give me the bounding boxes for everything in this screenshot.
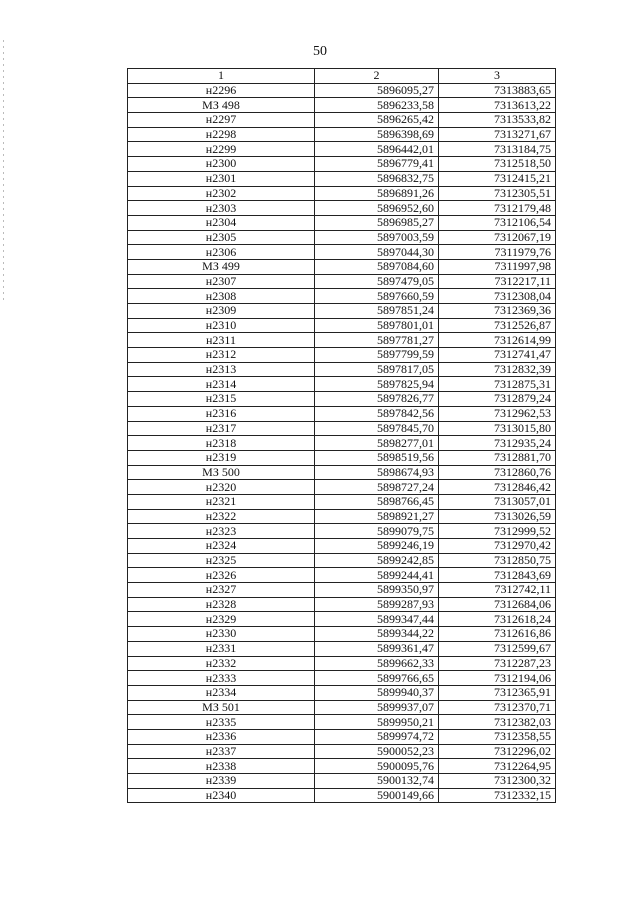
y-coordinate-cell: 7313057,01 bbox=[439, 494, 556, 509]
y-coordinate-cell: 7311997,98 bbox=[439, 259, 556, 274]
y-coordinate-cell: 7312935,24 bbox=[439, 436, 556, 451]
x-coordinate-cell: 5896095,27 bbox=[315, 83, 439, 98]
column-header-x: 2 bbox=[315, 69, 439, 84]
x-coordinate-cell: 5899940,37 bbox=[315, 685, 439, 700]
x-coordinate-cell: 5897825,94 bbox=[315, 377, 439, 392]
y-coordinate-cell: 7312296,02 bbox=[439, 744, 556, 759]
x-coordinate-cell: 5898727,24 bbox=[315, 480, 439, 495]
point-name-cell: н2297 bbox=[128, 113, 315, 128]
table-row bbox=[128, 715, 556, 730]
point-name-cell: н2310 bbox=[128, 318, 315, 333]
table-row bbox=[128, 656, 556, 671]
point-name-cell: н2307 bbox=[128, 274, 315, 289]
point-name-cell: н2337 bbox=[128, 744, 315, 759]
point-name-cell: н2320 bbox=[128, 480, 315, 495]
x-coordinate-cell: 5896233,58 bbox=[315, 98, 439, 113]
point-name-cell: н2312 bbox=[128, 348, 315, 363]
point-name-cell: н2316 bbox=[128, 406, 315, 421]
x-coordinate-cell: 5897781,27 bbox=[315, 333, 439, 348]
point-name-cell: н2303 bbox=[128, 201, 315, 216]
point-name-cell: н2327 bbox=[128, 583, 315, 598]
y-coordinate-cell: 7312382,03 bbox=[439, 715, 556, 730]
x-coordinate-cell: 5897660,59 bbox=[315, 289, 439, 304]
table-row bbox=[128, 509, 556, 524]
table-row bbox=[128, 304, 556, 319]
table-row bbox=[128, 362, 556, 377]
y-coordinate-cell: 7312369,36 bbox=[439, 304, 556, 319]
y-coordinate-cell: 7312287,23 bbox=[439, 656, 556, 671]
table-row bbox=[128, 671, 556, 686]
x-coordinate-cell: 5899350,97 bbox=[315, 583, 439, 598]
table-row bbox=[128, 465, 556, 480]
y-coordinate-cell: 7312742,11 bbox=[439, 583, 556, 598]
y-coordinate-cell: 7313533,82 bbox=[439, 113, 556, 128]
y-coordinate-cell: 7312614,99 bbox=[439, 333, 556, 348]
y-coordinate-cell: 7312332,15 bbox=[439, 788, 556, 803]
table-row bbox=[128, 774, 556, 789]
table-row bbox=[128, 597, 556, 612]
table-row bbox=[128, 289, 556, 304]
x-coordinate-cell: 5899950,21 bbox=[315, 715, 439, 730]
table-row bbox=[128, 274, 556, 289]
y-coordinate-cell: 7312264,95 bbox=[439, 759, 556, 774]
x-coordinate-cell: 5899079,75 bbox=[315, 524, 439, 539]
y-coordinate-cell: 7312875,31 bbox=[439, 377, 556, 392]
point-name-cell: н2336 bbox=[128, 729, 315, 744]
x-coordinate-cell: 5899937,07 bbox=[315, 700, 439, 715]
point-name-cell: н2334 bbox=[128, 685, 315, 700]
point-name-cell: н2328 bbox=[128, 597, 315, 612]
x-coordinate-cell: 5897851,24 bbox=[315, 304, 439, 319]
table-row bbox=[128, 230, 556, 245]
y-coordinate-cell: 7312179,48 bbox=[439, 201, 556, 216]
point-name-cell: н2296 bbox=[128, 83, 315, 98]
table-row bbox=[128, 480, 556, 495]
point-name-cell: н2314 bbox=[128, 377, 315, 392]
table-row bbox=[128, 421, 556, 436]
point-name-cell: н2318 bbox=[128, 436, 315, 451]
y-coordinate-cell: 7313613,22 bbox=[439, 98, 556, 113]
table-row bbox=[128, 186, 556, 201]
y-coordinate-cell: 7312832,39 bbox=[439, 362, 556, 377]
table-row bbox=[128, 98, 556, 113]
x-coordinate-cell: 5898519,56 bbox=[315, 450, 439, 465]
x-coordinate-cell: 5900149,66 bbox=[315, 788, 439, 803]
x-coordinate-cell: 5897044,30 bbox=[315, 245, 439, 260]
point-name-cell: н2319 bbox=[128, 450, 315, 465]
x-coordinate-cell: 5896952,60 bbox=[315, 201, 439, 216]
table-row bbox=[128, 729, 556, 744]
point-name-cell: н2309 bbox=[128, 304, 315, 319]
x-coordinate-cell: 5899347,44 bbox=[315, 612, 439, 627]
column-header-point: 1 bbox=[128, 69, 315, 84]
x-coordinate-cell: 5898277,01 bbox=[315, 436, 439, 451]
y-coordinate-cell: 7312365,91 bbox=[439, 685, 556, 700]
point-name-cell: н2332 bbox=[128, 656, 315, 671]
y-coordinate-cell: 7313026,59 bbox=[439, 509, 556, 524]
table-row bbox=[128, 392, 556, 407]
x-coordinate-cell: 5896398,69 bbox=[315, 127, 439, 142]
y-coordinate-cell: 7313271,67 bbox=[439, 127, 556, 142]
table-row bbox=[128, 612, 556, 627]
x-coordinate-cell: 5900132,74 bbox=[315, 774, 439, 789]
point-name-cell: н2304 bbox=[128, 215, 315, 230]
y-coordinate-cell: 7312370,71 bbox=[439, 700, 556, 715]
table-row bbox=[128, 127, 556, 142]
table-row bbox=[128, 627, 556, 642]
x-coordinate-cell: 5900095,76 bbox=[315, 759, 439, 774]
table-row bbox=[128, 215, 556, 230]
y-coordinate-cell: 7312217,11 bbox=[439, 274, 556, 289]
table-row bbox=[128, 641, 556, 656]
point-name-cell: н2317 bbox=[128, 421, 315, 436]
x-coordinate-cell: 5896442,01 bbox=[315, 142, 439, 157]
y-coordinate-cell: 7312194,06 bbox=[439, 671, 556, 686]
table-row bbox=[128, 348, 556, 363]
x-coordinate-cell: 5899244,41 bbox=[315, 568, 439, 583]
x-coordinate-cell: 5897801,01 bbox=[315, 318, 439, 333]
point-name-cell: н2311 bbox=[128, 333, 315, 348]
coordinates-table bbox=[127, 68, 556, 803]
x-coordinate-cell: 5897799,59 bbox=[315, 348, 439, 363]
table-row bbox=[128, 83, 556, 98]
table-row bbox=[128, 494, 556, 509]
y-coordinate-cell: 7312305,51 bbox=[439, 186, 556, 201]
table-row bbox=[128, 700, 556, 715]
x-coordinate-cell: 5897817,05 bbox=[315, 362, 439, 377]
y-coordinate-cell: 7312684,06 bbox=[439, 597, 556, 612]
table-row bbox=[128, 113, 556, 128]
y-coordinate-cell: 7312616,86 bbox=[439, 627, 556, 642]
y-coordinate-cell: 7312850,75 bbox=[439, 553, 556, 568]
y-coordinate-cell: 7312741,47 bbox=[439, 348, 556, 363]
point-name-cell: н2305 bbox=[128, 230, 315, 245]
x-coordinate-cell: 5899287,93 bbox=[315, 597, 439, 612]
point-name-cell: н2338 bbox=[128, 759, 315, 774]
y-coordinate-cell: 7312879,24 bbox=[439, 392, 556, 407]
table-row bbox=[128, 259, 556, 274]
x-coordinate-cell: 5896265,42 bbox=[315, 113, 439, 128]
x-coordinate-cell: 5896832,75 bbox=[315, 171, 439, 186]
point-name-cell: н2339 bbox=[128, 774, 315, 789]
table-row bbox=[128, 171, 556, 186]
y-coordinate-cell: 7312308,04 bbox=[439, 289, 556, 304]
table-row bbox=[128, 142, 556, 157]
x-coordinate-cell: 5900052,23 bbox=[315, 744, 439, 759]
point-name-cell: МЗ 500 bbox=[128, 465, 315, 480]
x-coordinate-cell: 5896779,41 bbox=[315, 157, 439, 172]
x-coordinate-cell: 5897845,70 bbox=[315, 421, 439, 436]
point-name-cell: н2331 bbox=[128, 641, 315, 656]
table-row bbox=[128, 685, 556, 700]
y-coordinate-cell: 7312526,87 bbox=[439, 318, 556, 333]
table-row bbox=[128, 583, 556, 598]
table-row bbox=[128, 788, 556, 803]
y-coordinate-cell: 7311979,76 bbox=[439, 245, 556, 260]
point-name-cell: н2329 bbox=[128, 612, 315, 627]
y-coordinate-cell: 7312106,54 bbox=[439, 215, 556, 230]
point-name-cell: н2302 bbox=[128, 186, 315, 201]
point-name-cell: н2315 bbox=[128, 392, 315, 407]
y-coordinate-cell: 7313015,80 bbox=[439, 421, 556, 436]
x-coordinate-cell: 5899246,19 bbox=[315, 539, 439, 554]
x-coordinate-cell: 5898921,27 bbox=[315, 509, 439, 524]
table-row bbox=[128, 406, 556, 421]
x-coordinate-cell: 5899766,65 bbox=[315, 671, 439, 686]
y-coordinate-cell: 7312067,19 bbox=[439, 230, 556, 245]
point-name-cell: н2340 bbox=[128, 788, 315, 803]
point-name-cell: н2325 bbox=[128, 553, 315, 568]
table-row bbox=[128, 201, 556, 216]
point-name-cell: МЗ 501 bbox=[128, 700, 315, 715]
x-coordinate-cell: 5897826,77 bbox=[315, 392, 439, 407]
point-name-cell: н2330 bbox=[128, 627, 315, 642]
x-coordinate-cell: 5899344,22 bbox=[315, 627, 439, 642]
point-name-cell: н2321 bbox=[128, 494, 315, 509]
x-coordinate-cell: 5897842,56 bbox=[315, 406, 439, 421]
y-coordinate-cell: 7312881,70 bbox=[439, 450, 556, 465]
table-row bbox=[128, 318, 556, 333]
page-number: 50 bbox=[313, 44, 327, 59]
point-name-cell: н2298 bbox=[128, 127, 315, 142]
y-coordinate-cell: 7312518,50 bbox=[439, 157, 556, 172]
table-row bbox=[128, 553, 556, 568]
x-coordinate-cell: 5899662,33 bbox=[315, 656, 439, 671]
y-coordinate-cell: 7312970,42 bbox=[439, 539, 556, 554]
point-name-cell: н2323 bbox=[128, 524, 315, 539]
x-coordinate-cell: 5898766,45 bbox=[315, 494, 439, 509]
y-coordinate-cell: 7312300,32 bbox=[439, 774, 556, 789]
table-row bbox=[128, 744, 556, 759]
y-coordinate-cell: 7312599,67 bbox=[439, 641, 556, 656]
point-name-cell: н2313 bbox=[128, 362, 315, 377]
point-name-cell: МЗ 499 bbox=[128, 259, 315, 274]
point-name-cell: н2333 bbox=[128, 671, 315, 686]
point-name-cell: н2306 bbox=[128, 245, 315, 260]
table-row bbox=[128, 759, 556, 774]
table-row bbox=[128, 377, 556, 392]
x-coordinate-cell: 5899974,72 bbox=[315, 729, 439, 744]
table-header-row bbox=[128, 69, 556, 84]
y-coordinate-cell: 7312415,21 bbox=[439, 171, 556, 186]
y-coordinate-cell: 7313883,65 bbox=[439, 83, 556, 98]
table-row bbox=[128, 436, 556, 451]
point-name-cell: н2300 bbox=[128, 157, 315, 172]
point-name-cell: н2308 bbox=[128, 289, 315, 304]
point-name-cell: н2326 bbox=[128, 568, 315, 583]
x-coordinate-cell: 5896985,27 bbox=[315, 215, 439, 230]
point-name-cell: МЗ 498 bbox=[128, 98, 315, 113]
y-coordinate-cell: 7312618,24 bbox=[439, 612, 556, 627]
table-row bbox=[128, 157, 556, 172]
x-coordinate-cell: 5896891,26 bbox=[315, 186, 439, 201]
y-coordinate-cell: 7313184,75 bbox=[439, 142, 556, 157]
column-header-y: 3 bbox=[439, 69, 556, 84]
scan-edge-marks bbox=[3, 40, 4, 300]
x-coordinate-cell: 5897003,59 bbox=[315, 230, 439, 245]
y-coordinate-cell: 7312846,42 bbox=[439, 480, 556, 495]
table-row bbox=[128, 524, 556, 539]
table-row bbox=[128, 539, 556, 554]
y-coordinate-cell: 7312843,69 bbox=[439, 568, 556, 583]
x-coordinate-cell: 5899361,47 bbox=[315, 641, 439, 656]
point-name-cell: н2301 bbox=[128, 171, 315, 186]
table-row bbox=[128, 245, 556, 260]
x-coordinate-cell: 5899242,85 bbox=[315, 553, 439, 568]
point-name-cell: н2324 bbox=[128, 539, 315, 554]
table-row bbox=[128, 450, 556, 465]
point-name-cell: н2335 bbox=[128, 715, 315, 730]
table-row bbox=[128, 333, 556, 348]
y-coordinate-cell: 7312358,55 bbox=[439, 729, 556, 744]
point-name-cell: н2299 bbox=[128, 142, 315, 157]
y-coordinate-cell: 7312999,52 bbox=[439, 524, 556, 539]
x-coordinate-cell: 5897479,05 bbox=[315, 274, 439, 289]
y-coordinate-cell: 7312962,53 bbox=[439, 406, 556, 421]
y-coordinate-cell: 7312860,76 bbox=[439, 465, 556, 480]
point-name-cell: н2322 bbox=[128, 509, 315, 524]
x-coordinate-cell: 5897084,60 bbox=[315, 259, 439, 274]
table-row bbox=[128, 568, 556, 583]
x-coordinate-cell: 5898674,93 bbox=[315, 465, 439, 480]
